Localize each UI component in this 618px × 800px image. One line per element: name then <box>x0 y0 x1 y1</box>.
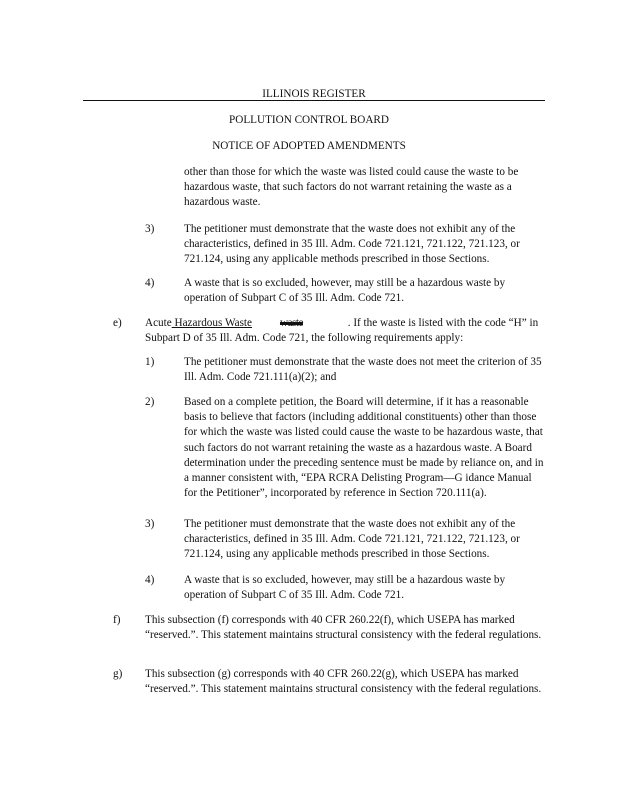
list-item-text: A waste that is so excluded, however, may still be a hazardous waste by operation of Subpart C of 35 Ill. Adm. Code 721. <box>184 574 506 602</box>
continued-paragraph: other than those for which the waste was listed could cause the waste to be hazardous waste, that such factors do not warrant retaining the waste as a hazardous waste. <box>184 166 519 209</box>
subsection-letter: g) <box>113 668 123 680</box>
list-item-text: A waste that is so excluded, however, may still be a hazardous waste by operation of Subpart C of 35 Ill. Adm. Code 721. <box>184 277 506 305</box>
notice-title: NOTICE OF ADOPTED AMENDMENTS <box>212 140 406 152</box>
header-rule <box>83 100 545 101</box>
list-item-text: The petitioner must demonstrate that the waste does not exhibit any of the characteristics, defined in 35 Ill. Adm. Code 721.121, 721.122, 721.123, or 721.124, using any applicable methods prescribed in those Sections. <box>184 518 520 561</box>
item-number: 4) <box>145 277 155 289</box>
item-number: 3) <box>145 223 155 235</box>
subsection-letter: e) <box>113 317 122 329</box>
text-run: . If the waste is listed with the code “H” in Subpart D of 35 Ill. Adm. Code 721, the following requirements apply: <box>145 317 539 345</box>
text-run: Acute <box>145 317 172 329</box>
inserted-text: Hazardous Waste <box>171 317 253 329</box>
item-number: 1) <box>145 356 155 368</box>
subsection-f-text: This subsection (f) corresponds with 40 CFR 260.22(f), which USEPA has marked “reserved.”. This statement maintains structural consistency with the federal regulations. <box>145 614 542 642</box>
register-title: ILLINOIS REGISTER <box>262 88 366 100</box>
subsection-e-text <box>145 316 547 346</box>
deleted-text: waste <box>279 317 303 329</box>
list-item-text: Based on a complete petition, the Board will determine, if it has a reasonable basis to believe that factors (including additional constituents) other than those for which the waste was listed could cause the waste to be hazardous waste, that such factors do not warrant retaining the waste as a hazardous waste. A Board determination under the preceding sentence must be made by reliance on, and in a manner consistent with, “EPA RCRA Delisting Program—G idance Manual for the Petitioner”, incorporated by reference in Section 720.111(a). <box>184 396 544 500</box>
list-item-text: The petitioner must demonstrate that the waste does not exhibit any of the characteristics, defined in 35 Ill. Adm. Code 721.121, 721.122, 721.123, or 721.124, using any applicable methods prescribed in those Sections. <box>184 223 520 266</box>
item-number: 4) <box>145 574 155 586</box>
list-item-text: The petitioner must demonstrate that the waste does not meet the criterion of 35 Ill. Adm. Code 721.111(a)(2); and <box>184 356 542 384</box>
item-number: 3) <box>145 518 155 530</box>
subsection-letter: f) <box>113 614 121 626</box>
subsection-g-text: This subsection (g) corresponds with 40 CFR 260.22(g), which USEPA has marked “reserved.”. This statement maintains structural consistency with the federal regulations. <box>145 668 542 696</box>
item-number: 2) <box>145 396 155 408</box>
board-title: POLLUTION CONTROL BOARD <box>229 114 389 126</box>
